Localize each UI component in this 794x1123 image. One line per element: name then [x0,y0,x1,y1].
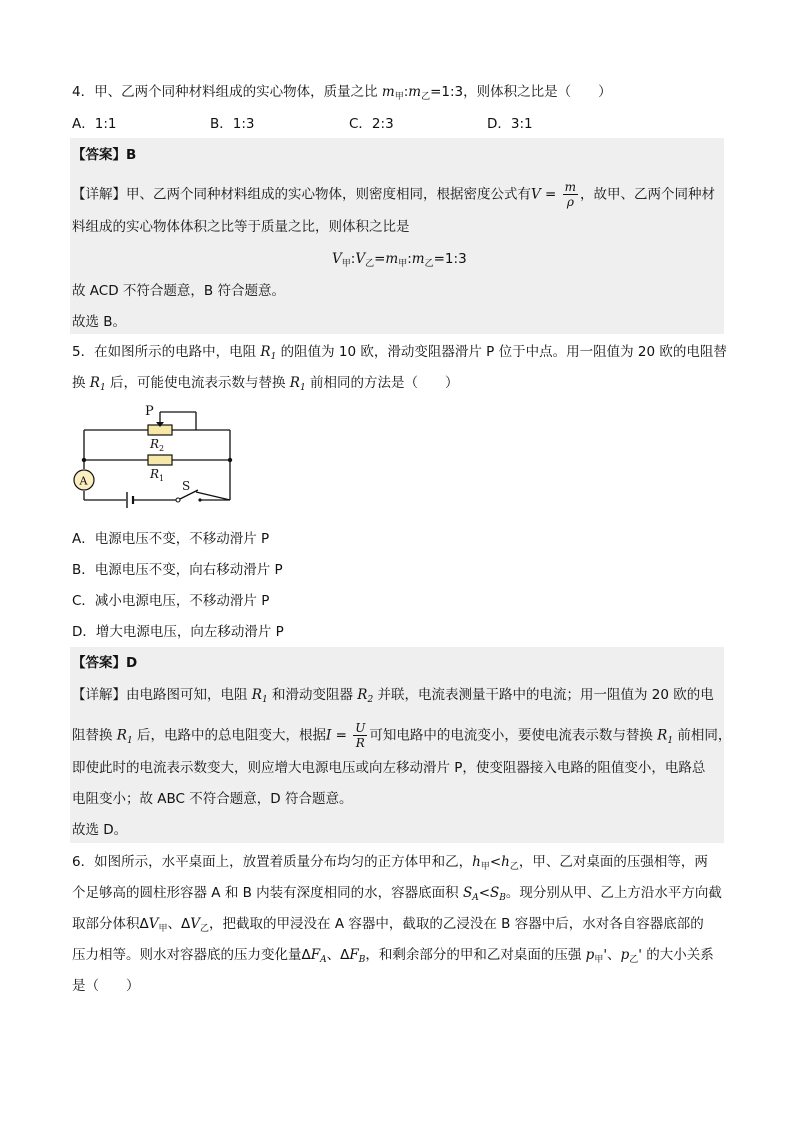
density-formula: $\frac{m}{\rho}$ [564,180,577,209]
q5-stem2-mid: 后，可能使电流表示数与替换 [105,375,290,391]
q6-line4-mid: ，和剩余部分的甲和乙对桌面的压强 [365,947,586,963]
q6-line4-tail: 的大小关系 [641,947,714,963]
junction-dot-right [228,458,232,462]
q5-detail-text: 【详解】由电路图可知，电阻 [72,687,252,703]
q4-stem-text: 4．甲、乙两个同种材料组成的实心物体，质量之比 [72,84,382,100]
q5-detail2-mid2: 可知电路中的电流变小，要使电流表示数与替换 [369,727,658,744]
q6-line1: 6．如图所示，水平桌面上，放置着质量分布均匀的正方体甲和乙，$h_甲<h_乙$，甲、乙对桌面的压强相等，两 [72,854,708,872]
q4-volume-ratio: $V_甲:V_乙=m_甲:m_乙=1:3$ [332,251,467,269]
q5-detail2-mid: 后，电路中的总电阻变大，根据 [132,727,326,744]
ohm-law-formula: $\frac{U}{R}$ [355,721,366,750]
q5-option-a[interactable]: A．电源电压不变，不移动滑片 P [72,531,270,547]
circuit-diagram [70,400,240,510]
ammeter-label: A [79,474,88,488]
q6-line1-text: 6．如图所示，水平桌面上，放置着质量分布均匀的正方体甲和乙， [72,854,473,870]
q4-option-d[interactable]: D．3:1 [487,116,533,132]
resistor-r1 [148,455,172,465]
q5-option-b[interactable]: B．电源电压不变，向右移动滑片 P [72,562,283,578]
switch-icon [176,498,180,502]
q4-detail-text: 【详解】甲、乙两个同种材料组成的实心物体，则密度相同，根据密度公式有 [72,186,531,203]
q5-detail2-tail: 前相同， [673,727,732,744]
q5-detail-line2: 阻替换 $R_1$ 后，电路中的总电阻变大，根据I = $\frac{U}{R}$ 可知电路中的电流变小，要使电流表示数与替换 $R_1$ 前相同， [72,721,732,750]
switch-label: S [182,479,191,493]
q4-answer: 【答案】B [72,147,137,163]
q4-stem: 4．甲、乙两个同种材料组成的实心物体，质量之比 $m_甲:m_乙=1:3$，则体积之比是（ ） [72,84,612,102]
q4-detail-line1: 【详解】甲、乙两个同种材料组成的实心物体，则密度相同，根据密度公式有V = $\frac{m}{\rho}$ ，故甲、乙两个同种材 [72,180,716,209]
junction-dot-left [82,458,86,462]
q6-line4: 压力相等。则水对容器底的压力变化量$\Delta F_A$、$\Delta F_B$，和剩余部分的甲和乙对桌面的压强 $p_甲'$、$p_乙'$ 的大小关系 [72,947,714,965]
q4-option-a[interactable]: A．1:1 [72,116,117,132]
q4-conclusion: 故选 B。 [72,314,127,330]
q6-line2-tail: 。现分别从甲、乙上方沿水平方向截 [505,885,722,901]
q5-option-c[interactable]: C．减小电源电压，不移动滑片 P [72,593,270,609]
q5-stem-text: 5．在如图所示的电路中，电阻 [72,344,261,360]
q5-detail-line1: 【详解】由电路图可知，电阻 $R_1$ 和滑动变阻器 $R_2$ 并联，电流表测量干路中的电流；用一阻值为 20 欧的电 [72,687,714,705]
q5-conclusion: 故选 D。 [72,822,128,838]
q6-line3: 取部分体积$\Delta V_甲$、$\Delta V_乙$，把截取的甲浸没在 A 容器中，截取的乙浸没在 B 容器中后，水对各自容器底部的 [72,916,704,934]
q5-stem2-tail: 前相同的方法是（ ） [305,375,459,391]
q6-line2: 个足够高的圆柱形容器 A 和 B 内装有深度相同的水，容器底面积 $S_A<S_B$。现分别从甲、乙上方沿水平方向截 [72,885,722,903]
q4-option-b[interactable]: B．1:3 [210,116,255,132]
q4-ratio-value: =1:3 [433,251,467,267]
r2-label: $R_2$ [150,437,165,453]
q5-detail-mid: 和滑动变阻器 [267,687,358,703]
q6-line3-tail: ，把截取的甲浸没在 A 容器中，截取的乙浸没在 B 容器中后，水对各自容器底部的 [209,916,704,932]
q4-options [72,114,672,134]
q5-stem-tail: 的阻值为 10 欧，滑动变阻器滑片 P 位于中点。用一阻值为 20 欧的电阻替 [276,344,727,360]
q5-stem2-text: 换 [72,375,90,391]
q6-line3-text: 取部分体积 [72,916,140,932]
q5-option-d[interactable]: D．增大电源电压，向左移动滑片 P [72,624,284,640]
q5-detail-line4: 电阻变小；故 ABC 不符合题意，D 符合题意。 [72,791,353,807]
q6-line5: 是（ ） [72,978,140,994]
q4-detail-line2: 料组成的实心物体体积之比等于质量之比，则体积之比是 [72,219,410,235]
q6-line1-tail: ，甲、乙对桌面的压强相等，两 [518,854,708,870]
q5-answer: 【答案】D [72,655,138,671]
q5-stem-line2: 换 $R_1$ 后，可能使电流表示数与替换 $R_1$ 前相同的方法是（ ） [72,375,459,393]
q4-option-c[interactable]: C．2:3 [349,116,394,132]
q4-stem-tail: =1:3，则体积之比是（ ） [430,84,612,100]
q4-detail-line4: 故 ACD 不符合题意，B 符合题意。 [72,283,285,299]
q6-line2-text: 个足够高的圆柱形容器 A 和 B 内装有深度相同的水，容器底面积 [72,885,463,901]
r1-label: $R_1$ [150,467,165,483]
q5-detail-tail: 并联，电流表测量干路中的电流；用一阻值为 20 欧的电 [373,687,714,703]
slider-label: P [145,404,154,419]
q5-detail-line3: 即使此时的电流表示数变大，则应增大电源电压或向左移动滑片 P，使变阻器接入电路的阻值变小，电路总 [72,760,706,776]
q4-detail-text-tail: ，故甲、乙两个同种材 [580,186,716,203]
q6-line4-text: 压力相等。则水对容器底的压力变化量 [72,947,302,963]
q5-stem-line1: 5．在如图所示的电路中，电阻 $R_1$ 的阻值为 10 欧，滑动变阻器滑片 P 位于中点。用一阻值为 20 欧的电阻替 [72,344,727,362]
q5-detail2-text: 阻替换 [72,727,117,744]
